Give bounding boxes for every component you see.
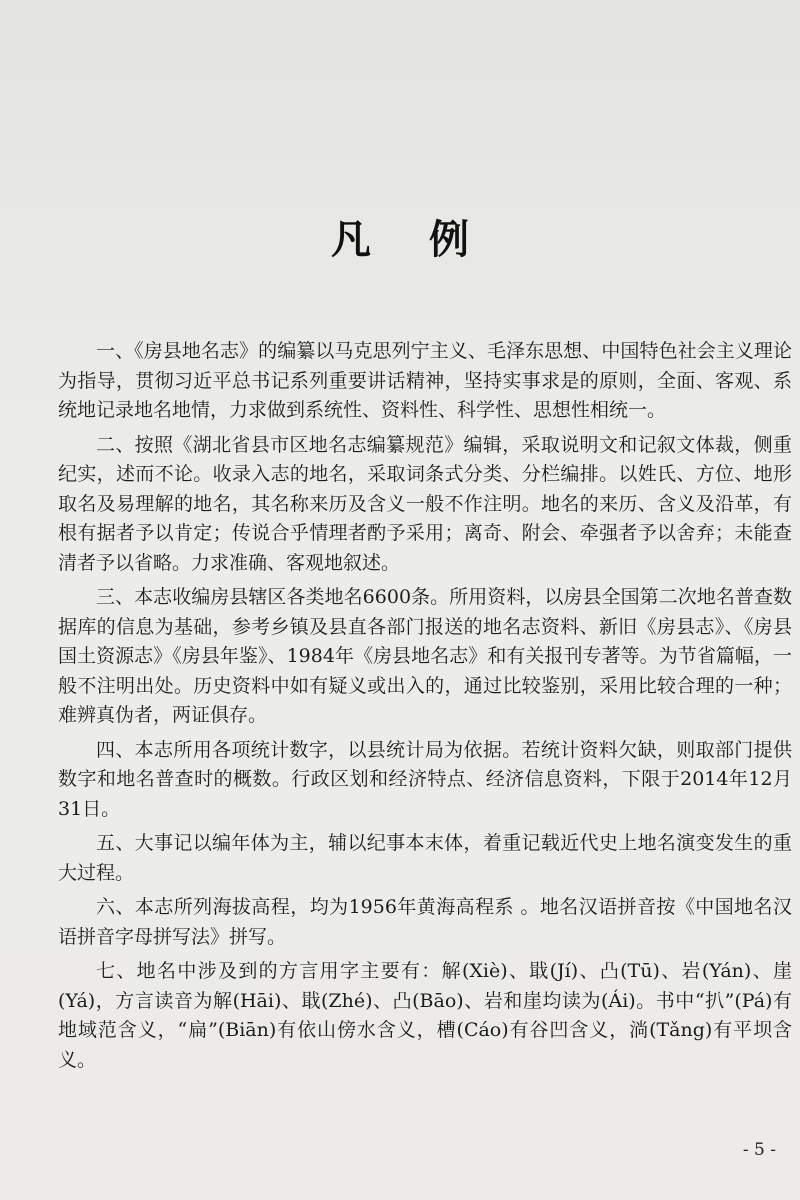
- body-text: [58, 337, 792, 1080]
- page-title: 凡 例: [331, 216, 491, 263]
- paragraph-7: 七、地名中涉及到的方言用字主要有：解(Xiè)、戢(Jí)、凸(Tū)、岩(Yán)、崖(Yá)，方言读音为解(Hāi)、戢(Zhé)、凸(Bāo)、岩和崖均读为(Ái)。书中“扒”(Pá)有地域范含义，“扁”(Biān)有依山傍水含义，槽(Cáo)有谷凹含义，淌(Tǎng)有平坝含义。: [58, 960, 792, 1071]
- paragraph-4: 四、本志所用各项统计数字，以县统计局为依据。若统计资料欠缺，则取部门提供数字和地名普查时的概数。行政区划和经济特点、经济信息资料，下限于2014年12月31日。: [58, 738, 792, 820]
- page-number: - 5 -: [742, 1140, 776, 1160]
- paragraph-5: 五、大事记以编年体为主，辅以纪事本末体，着重记载近代史上地名演变发生的重大过程。: [58, 832, 792, 884]
- paragraph-1: 一、《房县地名志》的编纂以马克思列宁主义、毛泽东思想、中国特色社会主义理论为指导，贯彻习近平总书记系列重要讲话精神，坚持实事求是的原则，全面、客观、系统地记录地名地情，力求做到系统性、资料性、科学性、思想性相统一。: [58, 340, 792, 421]
- paragraph-6: 六、本志所列海拔高程，均为1956年黄海高程系 。地名汉语拼音按《中国地名汉语拼音字母拼写法》拼写。: [58, 896, 792, 948]
- paragraph-3: 三、本志收编房县辖区各类地名6600条。所用资料，以房县全国第二次地名普查数据库的信息为基础，参考乡镇及县直各部门报送的地名志资料、新旧《房县志》、《房县国土资源志》《房县年鉴》、1984年《房县地名志》和有关报刊专著等。为节省篇幅，一般不注明出处。历史资料中如有疑义或出入的，通过比较鉴别，采用比较合理的一种；难辨真伪者，两证俱存。: [58, 586, 792, 726]
- paragraph-2: 二、按照《湖北省县市区地名志编纂规范》编辑，采取说明文和记叙文体裁，侧重纪实，述而不论。收录入志的地名，采取词条式分类、分栏编排。以姓氏、方位、地形取名及易理解的地名，其名称来历及含义一般不作注明。地名的来历、含义及沿革，有根有据者予以肯定；传说合乎情理者酌予采用；离奇、附会、牵强者予以舍弃；未能查清者予以省略。力求准确、客观地叙述。: [58, 433, 792, 574]
